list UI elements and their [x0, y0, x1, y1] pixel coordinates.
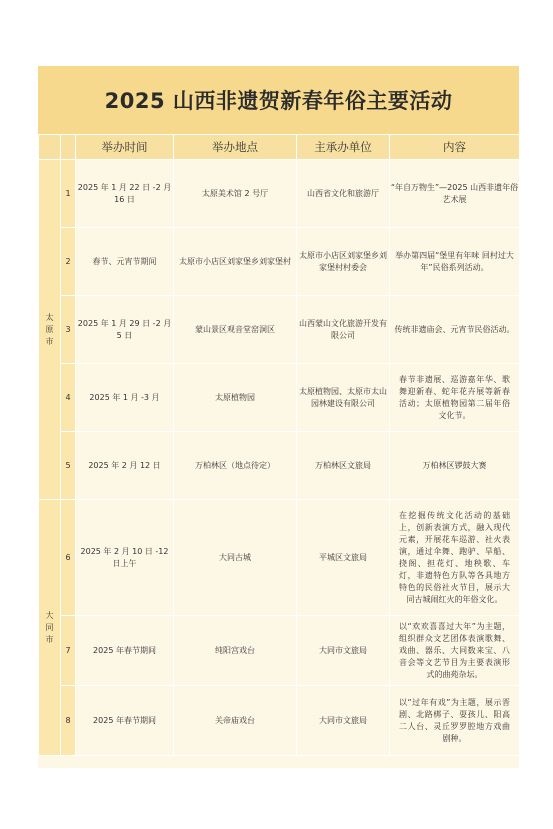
row-place: 万柏林区（地点待定）	[174, 432, 297, 500]
row-time: 2025 年 1 月 29 日 -2 月 5 日	[76, 296, 174, 364]
header-place: 举办地点	[174, 135, 297, 160]
row-content: “年自万物生”—2025 山西非遗年俗艺术展	[390, 160, 520, 228]
row-content: 举办第四届“堡里有年味 回村过大年”民俗系列活动。	[390, 228, 520, 296]
table-row	[39, 228, 520, 296]
row-number: 5	[61, 432, 76, 500]
row-place: 太原植物园	[174, 364, 297, 432]
row-place: 大同古城	[174, 500, 297, 616]
header-content: 内容	[390, 135, 520, 160]
row-number: 3	[61, 296, 76, 364]
row-number: 7	[61, 616, 76, 686]
table-row	[39, 616, 520, 686]
row-time: 春节、元宵节期间	[76, 228, 174, 296]
row-org: 大同市文旅局	[297, 616, 390, 686]
row-org: 大同市文旅局	[297, 686, 390, 756]
row-org: 太原市小店区刘家堡乡刘家堡村村委会	[297, 228, 390, 296]
row-place: 太原市小店区刘家堡乡刘家堡村	[174, 228, 297, 296]
header-org: 主承办单位	[297, 135, 390, 160]
row-number: 2	[61, 228, 76, 296]
row-org: 万柏林区文旅局	[297, 432, 390, 500]
row-content: 在挖掘传统文化活动的基础上，创新表演方式，融入现代元素，开展花车巡游、社火表演，通过伞舞、跑驴、旱船、挠阁、担花灯、地秧歌、车灯，非遗特色方队等各具地方特色的民俗社火节目，展示大同古城闹红火的年俗文化。	[390, 500, 520, 616]
row-content: 万柏林区锣鼓大赛	[390, 432, 520, 500]
table-row	[39, 686, 520, 756]
row-content: 以“欢欢喜喜过大年”为主题，组织群众文艺团体表演歌舞、戏曲、器乐、大同数来宝、八音会等文艺节目为主要表演形式的曲苑杂坛。	[390, 616, 520, 686]
header-time: 举办时间	[76, 135, 174, 160]
row-number: 4	[61, 364, 76, 432]
city-label-datong: 大同市	[45, 610, 54, 644]
row-place: 关帝庙戏台	[174, 686, 297, 756]
row-time: 2025 年 2 月 12 日	[76, 432, 174, 500]
header-blank-city	[39, 135, 61, 160]
header-blank-num	[61, 135, 76, 160]
row-place: 纯阳宫戏台	[174, 616, 297, 686]
table-row	[39, 364, 520, 432]
row-time: 2025 年 1 月 -3 月	[76, 364, 174, 432]
table-row	[39, 296, 520, 364]
table-header-row	[39, 135, 520, 160]
row-content: 传统非遗庙会、元宵节民俗活动。	[390, 296, 520, 364]
city-label-taiyuan: 太原市	[45, 312, 54, 346]
row-org: 山西省文化和旅游厅	[297, 160, 390, 228]
title-bar	[38, 66, 519, 134]
row-content: 春节非遗展、巡游嘉年华、歌舞迎新春、蛇年花卉展等新春活动；太原植物园第二届年俗文化节。	[390, 364, 520, 432]
row-number: 6	[61, 500, 76, 616]
row-org: 太原植物园、太原市太山园林建设有限公司	[297, 364, 390, 432]
row-org: 平城区文旅局	[297, 500, 390, 616]
row-number: 1	[61, 160, 76, 228]
table-row	[39, 500, 520, 616]
city-cell-taiyuan	[39, 160, 61, 500]
row-place: 太原美术馆 2 号厅	[174, 160, 297, 228]
row-time: 2025 年春节期间	[76, 616, 174, 686]
row-number: 8	[61, 686, 76, 756]
table-row	[39, 432, 520, 500]
table-row	[39, 160, 520, 228]
row-time: 2025 年 1 月 22 日 -2 月 16 日	[76, 160, 174, 228]
row-place: 蒙山景区观音堂窑洞区	[174, 296, 297, 364]
row-time: 2025 年春节期间	[76, 686, 174, 756]
row-time: 2025 年 2 月 10 日 -12 日上午	[76, 500, 174, 616]
page-title: 2025 山西非遗贺新春年俗主要活动	[104, 89, 453, 113]
schedule-sheet	[38, 66, 519, 768]
row-org: 山西蒙山文化旅游开发有限公司	[297, 296, 390, 364]
row-content: 以“过年有戏”为主题，展示晋剧、北路梆子、耍孩儿、阳高二人台、灵丘罗罗腔地方戏曲剧种。	[390, 686, 520, 756]
city-cell-datong	[39, 500, 61, 756]
schedule-table	[38, 134, 520, 756]
